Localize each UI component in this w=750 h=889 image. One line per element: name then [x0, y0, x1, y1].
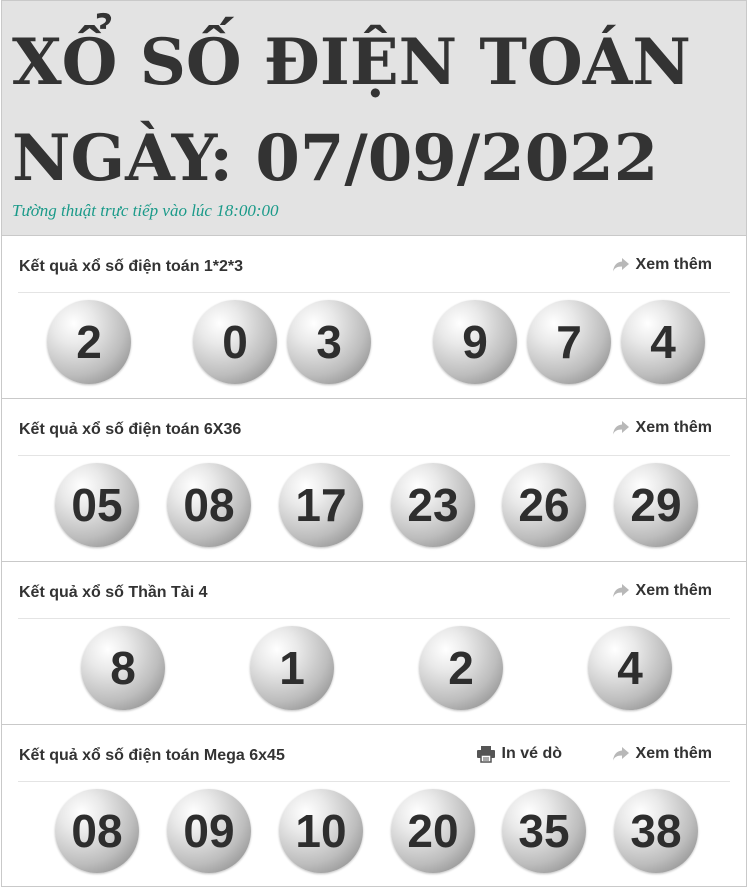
result-ball: 38 [614, 789, 698, 873]
result-ball: 4 [621, 300, 705, 384]
printer-icon [476, 745, 496, 763]
see-more-link[interactable] [612, 582, 712, 600]
page-title [12, 15, 746, 207]
result-ball: 3 [287, 300, 371, 384]
result-ball: 10 [279, 789, 363, 873]
section-title: Kết quả xổ số Thần Tài 4 [19, 584, 208, 601]
result-ball: 9 [433, 300, 517, 384]
see-more-label: Xem thêm [635, 745, 712, 762]
result-ball: 29 [614, 463, 698, 547]
section-header [18, 399, 730, 456]
result-balls [2, 787, 746, 879]
result-ball: 7 [527, 300, 611, 384]
result-ball: 09 [167, 789, 251, 873]
section-header [18, 236, 730, 293]
result-ball: 1 [250, 626, 334, 710]
result-balls [2, 298, 746, 390]
section-6x36 [2, 399, 746, 562]
result-ball: 08 [167, 463, 251, 547]
page-header [2, 1, 746, 236]
result-balls [2, 624, 746, 716]
section-mega-6x45 [2, 725, 746, 888]
live-broadcast-time: Tường thuật trực tiếp vào lúc 18:00:00 [12, 201, 279, 220]
result-ball: 26 [502, 463, 586, 547]
see-more-label: Xem thêm [635, 419, 712, 436]
lottery-results-page [1, 0, 747, 887]
see-more-label: Xem thêm [635, 256, 712, 273]
result-ball: 17 [279, 463, 363, 547]
result-ball: 05 [55, 463, 139, 547]
section-header [18, 562, 730, 619]
print-ticket-label: In vé dò [501, 745, 562, 762]
result-ball: 4 [588, 626, 672, 710]
result-ball: 8 [81, 626, 165, 710]
page-title-line1: XỔ SỐ ĐIỆN TOÁN [12, 25, 691, 100]
see-more-link[interactable] [612, 745, 712, 763]
result-ball: 2 [419, 626, 503, 710]
result-ball: 0 [193, 300, 277, 384]
page-title-line2: NGÀY: 07/09/2022 [12, 121, 659, 196]
result-ball: 2 [47, 300, 131, 384]
see-more-label: Xem thêm [635, 582, 712, 599]
section-than-tai-4 [2, 562, 746, 725]
see-more-link[interactable] [612, 419, 712, 437]
see-more-link[interactable] [612, 256, 712, 274]
print-ticket-link[interactable] [476, 745, 562, 763]
share-arrow-icon [612, 583, 630, 599]
share-arrow-icon [612, 420, 630, 436]
result-ball: 08 [55, 789, 139, 873]
section-header [18, 725, 730, 782]
result-balls [2, 461, 746, 553]
result-ball: 23 [391, 463, 475, 547]
share-arrow-icon [612, 746, 630, 762]
section-title: Kết quả xổ số điện toán 1*2*3 [19, 258, 244, 275]
section-title: Kết quả xổ số điện toán Mega 6x45 [19, 747, 285, 764]
section-title: Kết quả xổ số điện toán 6X36 [19, 421, 242, 438]
result-ball: 20 [391, 789, 475, 873]
share-arrow-icon [612, 257, 630, 273]
result-ball: 35 [502, 789, 586, 873]
section-123 [2, 236, 746, 399]
